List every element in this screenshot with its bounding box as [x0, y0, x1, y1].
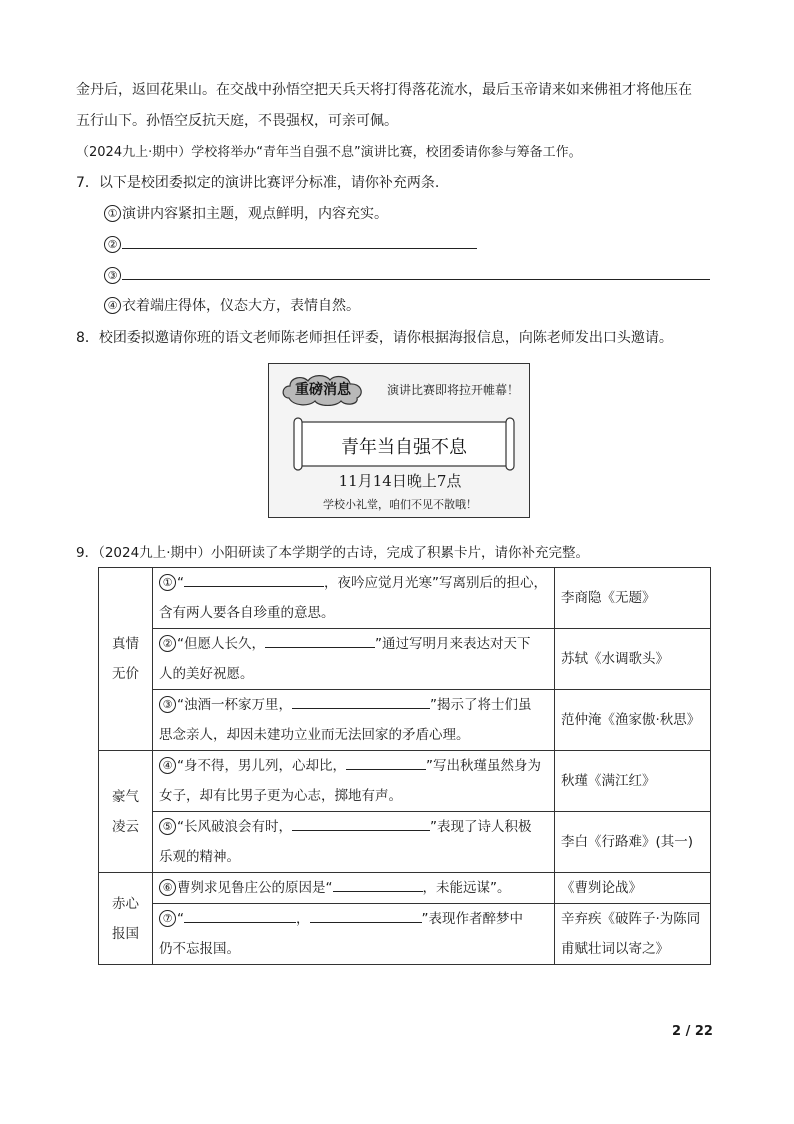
row-text-line2: 思念亲人，却因未建功立业而无法回家的矛盾心理。 — [159, 727, 470, 743]
source-line-1: 辛弃疾《破阵子·为陈同 — [561, 911, 701, 927]
item-number: ⑤ — [159, 818, 176, 835]
item-number: ③ — [159, 696, 176, 713]
poster-badge: 重磅消息 — [295, 382, 351, 398]
source-cell — [555, 904, 711, 965]
q8-title: 8．校团委拟邀请你班的语文老师陈老师担任评委，请你根据海报信息，向陈老师发出口头邀请。 — [76, 330, 673, 346]
table-row — [99, 629, 711, 690]
row-text-line2: 含有两人要各自珍重的意思。 — [159, 605, 335, 621]
item-number: ③ — [104, 267, 121, 284]
answer-blank[interactable] — [292, 694, 430, 709]
q7-answer-blank-3[interactable] — [122, 265, 710, 280]
text-before: “浊酒一杯家万里， — [177, 697, 292, 713]
row-text-line2: 人的美好祝愿。 — [159, 666, 254, 682]
category-cell — [99, 873, 153, 965]
row-content — [153, 812, 555, 873]
source-cell: 李白《行路难》(其一) — [555, 812, 711, 873]
item-number: ⑥ — [159, 879, 176, 896]
intro-line-2: 五行山下。孙悟空反抗天庭，不畏强权，可亲可佩。 — [76, 113, 398, 129]
item-number: ④ — [104, 297, 121, 314]
item-number: ① — [104, 205, 121, 222]
intro-line-1: 金丹后，返回花果山。在交战中孙悟空把天兵天将打得落花流水，最后玉帝请来如来佛祖才将他压在 — [76, 82, 692, 98]
text-before: 曹刿求见鲁庄公的原因是“ — [177, 880, 333, 896]
table-row — [99, 873, 711, 904]
source-cell: 秋瑾《满江红》 — [555, 751, 711, 812]
q7-answer-blank-2[interactable] — [122, 234, 477, 249]
text-before: “ — [177, 911, 184, 927]
row-text-line2: 女子，却有比男子更为心志，掷地有声。 — [159, 788, 402, 804]
category-cell — [99, 568, 153, 751]
table-row — [99, 690, 711, 751]
text-after: ，夜吟应觉月光寒”写离别后的担心， — [324, 575, 547, 591]
text-before: “ — [177, 575, 184, 591]
text-after: ”揭示了将士们虽 — [430, 697, 532, 713]
item-number: ⑦ — [159, 910, 176, 927]
category-label: 真情 — [112, 636, 139, 652]
context-note: （2024九上·期中）学校将举办“青年当自强不息”演讲比赛，校团委请你参与筹备工作。 — [76, 145, 582, 160]
row-content — [153, 904, 555, 965]
row-content — [153, 690, 555, 751]
q7-item-3 — [104, 265, 710, 286]
item-number: ② — [104, 236, 121, 253]
row-content — [153, 568, 555, 629]
poster-theme: 青年当自强不息 — [341, 437, 467, 458]
page-number: 2 / 22 — [672, 1024, 713, 1039]
row-content — [153, 751, 555, 812]
category-label: 报国 — [112, 925, 139, 942]
text-after: ”表现了诗人积极 — [430, 819, 532, 835]
answer-blank[interactable] — [184, 572, 324, 587]
poetry-card-table — [98, 567, 711, 965]
q7-item-4 — [104, 296, 360, 316]
answer-blank[interactable] — [265, 633, 375, 648]
row-text-line2: 仍不忘报国。 — [159, 941, 240, 957]
table-row — [99, 568, 711, 629]
text-before: “长风破浪会有时， — [177, 819, 292, 835]
event-poster — [268, 363, 530, 518]
category-label: 凌云 — [112, 818, 139, 835]
text-mid: ， — [296, 911, 310, 927]
row-content — [153, 873, 555, 904]
item-number: ④ — [159, 757, 176, 774]
poster-venue: 学校小礼堂，咱们不见不散哦！ — [323, 498, 477, 511]
text-before: “身不得，男儿列，心却比， — [177, 758, 346, 774]
table-row — [99, 904, 711, 965]
q7-item-4-text: 衣着端庄得体，仪态大方，表情自然。 — [122, 298, 360, 314]
text-before: “但愿人长久， — [177, 636, 265, 652]
text-after: ”写出秋瑾虽然身为 — [426, 758, 541, 774]
answer-blank[interactable] — [346, 755, 426, 770]
q9-title: 9．（2024九上·期中）小阳研读了本学期学的古诗，完成了积累卡片，请你补充完整。 — [76, 545, 589, 561]
answer-blank[interactable] — [292, 816, 430, 831]
q7-title: 7．以下是校团委拟定的演讲比赛评分标准，请你补充两条. — [76, 175, 440, 191]
item-number: ② — [159, 635, 176, 652]
category-cell — [99, 751, 153, 873]
row-content — [153, 629, 555, 690]
answer-blank[interactable] — [310, 908, 422, 923]
text-after: ”通过写明月来表达对天下 — [375, 636, 531, 652]
category-label: 豪气 — [112, 788, 139, 805]
category-label: 赤心 — [112, 895, 139, 912]
category-label: 无价 — [112, 666, 139, 682]
source-cell: 《曹刿论战》 — [555, 873, 711, 904]
source-line-2: 甫赋壮词以寄之》 — [561, 941, 669, 957]
text-after: ”表现作者醉梦中 — [421, 911, 523, 927]
answer-blank[interactable] — [184, 908, 296, 923]
poster-time: 11月14日晚上7点 — [338, 472, 462, 490]
poster-headline: 演讲比赛即将拉开帷幕！ — [387, 383, 520, 397]
row-text-line2: 乐观的精神。 — [159, 849, 240, 865]
item-number: ① — [159, 574, 176, 591]
q7-item-2 — [104, 234, 477, 255]
text-after: ，未能远谋”。 — [422, 880, 511, 896]
source-cell: 李商隐《无题》 — [555, 568, 711, 629]
q7-item-1 — [104, 204, 388, 224]
table-row — [99, 751, 711, 812]
table-row — [99, 812, 711, 873]
answer-blank[interactable] — [333, 877, 423, 892]
source-cell: 范仲淹《渔家傲·秋思》 — [555, 690, 711, 751]
source-cell: 苏轼《水调歌头》 — [555, 629, 711, 690]
q7-item-1-text: 演讲内容紧扣主题，观点鲜明，内容充实。 — [122, 206, 388, 222]
